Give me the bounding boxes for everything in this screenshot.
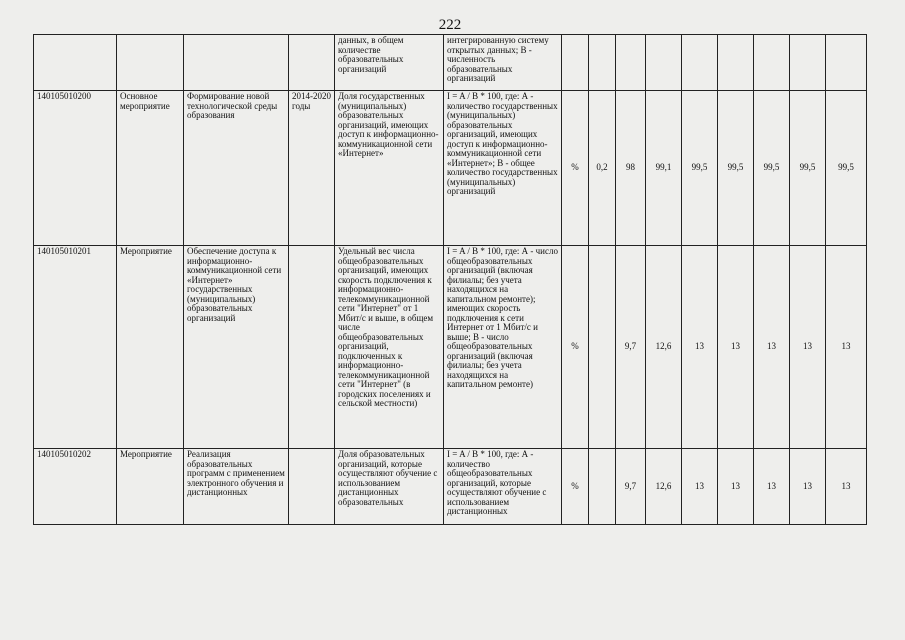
value-cell: 13: [754, 246, 790, 449]
value-cell: [589, 246, 616, 449]
name-cell: Реализация образовательных программ с применением электронного обучения и дистанционных: [184, 449, 289, 525]
program-table: [33, 34, 867, 525]
period-cell: [289, 35, 335, 91]
type-cell: Мероприятие: [117, 449, 184, 525]
value-cell: 9,7: [616, 449, 646, 525]
value-cell: [682, 35, 718, 91]
value-cell: 12,6: [646, 449, 682, 525]
value-cell: 13: [682, 449, 718, 525]
code-cell: [34, 35, 117, 91]
value-cell: 99,1: [646, 91, 682, 246]
value-cell: 13: [790, 246, 826, 449]
value-cell: [616, 35, 646, 91]
type-cell: Мероприятие: [117, 246, 184, 449]
name-cell: Обеспечение доступа к информационно-коммуникационной сети «Интернет» государственных (муниципальных) образовательных организаций: [184, 246, 289, 449]
value-cell: 99,5: [790, 91, 826, 246]
type-cell: [117, 35, 184, 91]
page-number: 222: [438, 17, 462, 33]
value-cell: 0,2: [589, 91, 616, 246]
value-cell: [790, 35, 826, 91]
table-row: [34, 246, 867, 449]
period-cell: [289, 246, 335, 449]
formula-cell: интегрированную систему открытых данных; В - численность образовательных организаций: [444, 35, 562, 91]
value-cell: 13: [718, 449, 754, 525]
unit-cell: %: [562, 246, 589, 449]
value-cell: [826, 35, 867, 91]
unit-cell: %: [562, 449, 589, 525]
value-cell: [754, 35, 790, 91]
name-cell: Формирование новой технологической среды образования: [184, 91, 289, 246]
value-cell: [646, 35, 682, 91]
value-cell: 98: [616, 91, 646, 246]
type-cell: Основное мероприятие: [117, 91, 184, 246]
value-cell: 12,6: [646, 246, 682, 449]
table-row: [34, 449, 867, 525]
unit-cell: %: [562, 91, 589, 246]
table-row: [34, 35, 867, 91]
period-cell: 2014-2020 годы: [289, 91, 335, 246]
value-cell: 13: [754, 449, 790, 525]
formula-cell: I = A / B * 100, где: А - число общеобразовательных организаций (включая филиалы; без учета находящихся на капитальном ремонте); имеющих скорость подключения к сети Интернет от 1 Мбит/с и выше; В - число общеобразовательных организаций (включая филиалы; без учета находящихся на капитальном ремонте): [444, 246, 562, 449]
value-cell: 99,5: [754, 91, 790, 246]
value-cell: 13: [790, 449, 826, 525]
value-cell: 99,5: [718, 91, 754, 246]
formula-cell: I = A / B * 100, где: А - количество общеобразовательных организаций, которые осуществляют обучение с использованием дистанционных: [444, 449, 562, 525]
value-cell: 13: [682, 246, 718, 449]
value-cell: 13: [826, 449, 867, 525]
value-cell: 99,5: [826, 91, 867, 246]
indicator-cell: Доля образовательных организаций, которые осуществляют обучение с использованием дистанционных образовательных: [335, 449, 444, 525]
formula-cell: I = A / B * 100, где: А - количество государственных (муниципальных) образовательных организаций, имеющих доступ к информационно-коммуникационной сети «Интернет»; В - общее количество государственных (муниципальных) организаций: [444, 91, 562, 246]
value-cell: [718, 35, 754, 91]
value-cell: 13: [826, 246, 867, 449]
indicator-cell: Доля государственных (муниципальных) образовательных организаций, имеющих доступ к информационно-коммуникационной сети «Интернет»: [335, 91, 444, 246]
period-cell: [289, 449, 335, 525]
table-row: [34, 91, 867, 246]
indicator-cell: Удельный вес числа общеобразовательных организаций, имеющих скорость подключения к информационно-телекоммуникационной сети "Интернет" от 1 Мбит/с и выше, в общем числе общеобразовательных организаций, подключенных к информационно-телекоммуникационной сети "Интернет" (в городских поселениях и сельской местности): [335, 246, 444, 449]
indicator-cell: данных, в общем количестве образовательных организаций: [335, 35, 444, 91]
value-cell: [589, 35, 616, 91]
value-cell: 13: [718, 246, 754, 449]
unit-cell: [562, 35, 589, 91]
value-cell: 99,5: [682, 91, 718, 246]
code-cell: 140105010200: [34, 91, 117, 246]
value-cell: 9,7: [616, 246, 646, 449]
value-cell: [589, 449, 616, 525]
code-cell: 140105010202: [34, 449, 117, 525]
code-cell: 140105010201: [34, 246, 117, 449]
name-cell: [184, 35, 289, 91]
